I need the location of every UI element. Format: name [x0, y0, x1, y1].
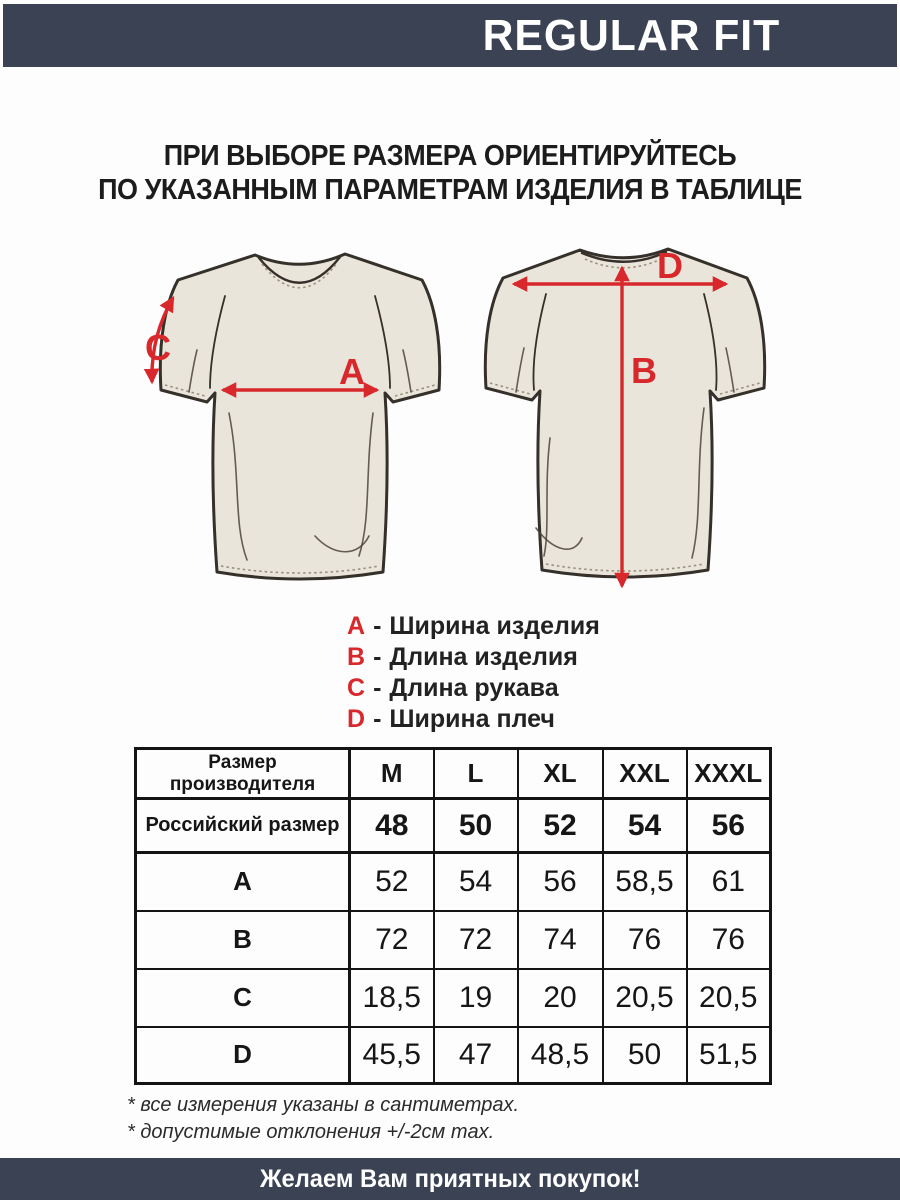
- row-label: Российский размер: [136, 799, 350, 853]
- legend-separator: -: [373, 643, 382, 671]
- legend-key: A: [347, 612, 366, 640]
- legend-key: C: [347, 674, 366, 702]
- legend-key: B: [347, 643, 366, 671]
- size-value-cell: 48,5: [518, 1027, 603, 1084]
- size-value-cell: 56: [518, 853, 603, 911]
- table-row-manufacturer-size: [136, 749, 771, 799]
- table-row-d: [136, 1027, 771, 1084]
- legend-item-c: [347, 673, 600, 704]
- fit-type-title: REGULAR FIT: [482, 10, 781, 60]
- measure-label-d: D: [657, 245, 683, 286]
- measure-label-b: B: [631, 350, 657, 391]
- size-value-cell: 54: [434, 853, 518, 911]
- legend-separator: -: [373, 705, 382, 733]
- size-value-cell: 52: [350, 853, 434, 911]
- legend-label: Ширина плеч: [389, 705, 555, 733]
- size-value-cell: 48: [350, 799, 434, 853]
- size-value-cell: 52: [518, 799, 603, 853]
- size-col-header-l: L: [434, 749, 518, 799]
- measurements-legend: [347, 611, 600, 735]
- size-table: [134, 747, 772, 1085]
- measure-label-c: C: [145, 327, 171, 368]
- size-value-cell: 58,5: [603, 853, 687, 911]
- legend-separator: -: [373, 612, 382, 640]
- size-col-header-m: M: [350, 749, 434, 799]
- tshirt-front-outline: [160, 254, 439, 579]
- size-col-header-xxl: XXL: [603, 749, 687, 799]
- tshirt-front-diagram: [145, 238, 455, 600]
- table-row-russian-size: [136, 799, 771, 853]
- size-value-cell: 20,5: [603, 969, 687, 1027]
- size-value-cell: 76: [687, 911, 771, 969]
- top-banner: [3, 4, 897, 67]
- size-value-cell: 76: [603, 911, 687, 969]
- intro-line-2: ПО УКАЗАННЫМ ПАРАМЕТРАМ ИЗДЕЛИЯ В ТАБЛИЦЕ: [98, 174, 802, 206]
- row-label: A: [136, 853, 350, 911]
- row-label: D: [136, 1027, 350, 1084]
- size-value-cell: 61: [687, 853, 771, 911]
- legend-label: Длина изделия: [389, 643, 578, 671]
- corner-header: Размер производителя: [136, 749, 350, 799]
- legend-item-a: [347, 611, 600, 642]
- footnote-2: * допустимые отклонения +/-2см max.: [127, 1121, 495, 1143]
- row-label: C: [136, 969, 350, 1027]
- size-value-cell: 74: [518, 911, 603, 969]
- footnote-1: * все измерения указаны в сантиметрах.: [127, 1094, 520, 1116]
- size-value-cell: 72: [350, 911, 434, 969]
- intro-line-1: ПРИ ВЫБОРЕ РАЗМЕРА ОРИЕНТИРУЙТЕСЬ: [163, 140, 737, 172]
- size-col-header-xl: XL: [518, 749, 603, 799]
- size-value-cell: 19: [434, 969, 518, 1027]
- footnotes: [127, 1092, 519, 1146]
- row-label: B: [136, 911, 350, 969]
- legend-separator: -: [373, 674, 382, 702]
- size-col-header-xxxl: XXXL: [687, 749, 771, 799]
- size-value-cell: 56: [687, 799, 771, 853]
- tshirt-back-outline: [485, 249, 764, 577]
- legend-key: D: [347, 705, 366, 733]
- size-value-cell: 47: [434, 1027, 518, 1084]
- measure-label-a: A: [339, 351, 365, 392]
- table-row-b: [136, 911, 771, 969]
- table-row-a: [136, 853, 771, 911]
- legend-label: Ширина изделия: [389, 612, 600, 640]
- size-value-cell: 51,5: [687, 1027, 771, 1084]
- size-value-cell: 50: [434, 799, 518, 853]
- size-value-cell: 45,5: [350, 1027, 434, 1084]
- size-value-cell: 20: [518, 969, 603, 1027]
- legend-item-b: [347, 642, 600, 673]
- size-value-cell: 18,5: [350, 969, 434, 1027]
- size-value-cell: 72: [434, 911, 518, 969]
- size-value-cell: 50: [603, 1027, 687, 1084]
- size-value-cell: 54: [603, 799, 687, 853]
- size-value-cell: 20,5: [687, 969, 771, 1027]
- footer-message: Желаем Вам приятных покупок!: [259, 1164, 641, 1193]
- table-row-c: [136, 969, 771, 1027]
- footer-banner: [0, 1158, 900, 1200]
- legend-item-d: [347, 704, 600, 735]
- legend-label: Длина рукава: [389, 674, 559, 702]
- intro-heading: [32, 139, 869, 207]
- tshirt-back-diagram: [470, 238, 780, 600]
